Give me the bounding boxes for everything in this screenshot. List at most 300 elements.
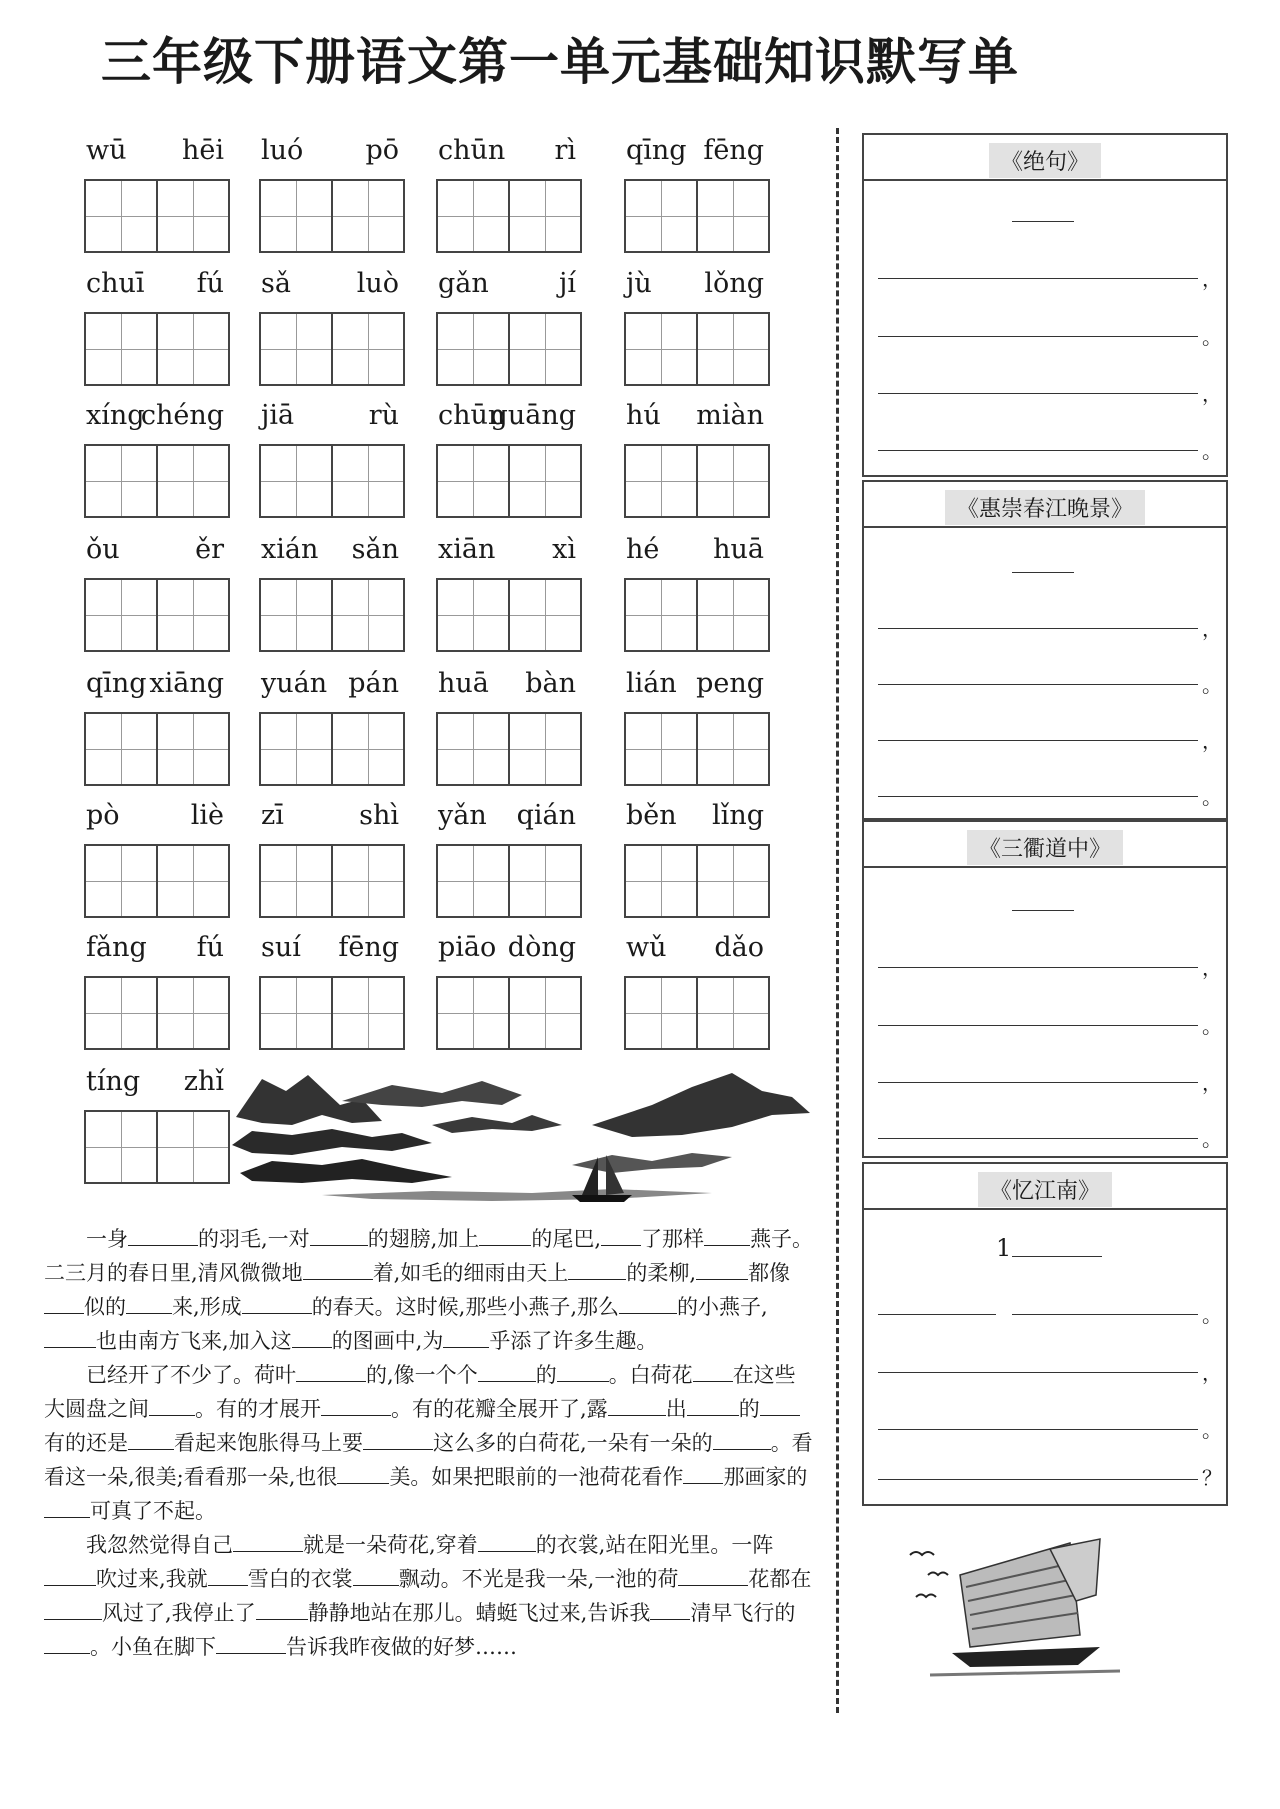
passage-text: 的翅膀,加上: [367, 1227, 480, 1251]
pinyin-label: qīng: [86, 668, 147, 699]
passage-text: 一身: [86, 1227, 128, 1251]
fill-blank[interactable]: [296, 1359, 366, 1382]
punctuation-mark: 。: [1202, 1303, 1222, 1327]
pinyin-writing-item: [80, 268, 230, 383]
writing-cell[interactable]: [261, 314, 333, 384]
pinyin-label: tíng: [86, 1066, 141, 1097]
fill-blank[interactable]: [44, 1291, 84, 1314]
pinyin-writing-item: [620, 135, 770, 250]
writing-cell[interactable]: [626, 580, 698, 650]
pinyin-label: wū: [86, 135, 127, 166]
page-title: 三年级下册语文第一单元基础知识默写单: [101, 33, 1019, 91]
answer-line[interactable]: [878, 450, 1198, 451]
answer-line[interactable]: [878, 393, 1198, 394]
fill-blank[interactable]: [44, 1631, 90, 1654]
pinyin-label: gǎn: [438, 268, 489, 299]
answer-line[interactable]: [878, 1372, 1198, 1373]
punctuation-mark: 。: [1202, 1014, 1222, 1038]
poem-box-huichong: [862, 480, 1228, 820]
writing-cell[interactable]: [333, 314, 403, 384]
line-mark: 1: [996, 1234, 1012, 1262]
pinyin-label: jí: [558, 268, 576, 299]
pinyin-writing-item: [620, 668, 770, 783]
tianzige-grid: [259, 712, 405, 786]
writing-cell[interactable]: [626, 714, 698, 784]
pinyin-writing-item: [620, 800, 770, 915]
fill-blank[interactable]: [568, 1257, 626, 1280]
writing-cell[interactable]: [510, 181, 580, 251]
fill-blank[interactable]: [557, 1359, 609, 1382]
writing-cell[interactable]: [438, 181, 510, 251]
tianzige-grid: [436, 444, 582, 518]
writing-cell[interactable]: [86, 181, 158, 251]
passage-text: 可真了不起。: [90, 1499, 216, 1523]
pinyin-label: liè: [190, 800, 224, 831]
pinyin-label: xì: [552, 534, 576, 565]
fill-blank[interactable]: [363, 1427, 433, 1450]
passage-paragraph-lotus: [44, 1358, 814, 1528]
pinyin-writing-item: [432, 400, 582, 515]
author-blank[interactable]: [1012, 1256, 1102, 1257]
answer-line[interactable]: [878, 336, 1198, 337]
punctuation-mark: 。: [1202, 785, 1222, 809]
fill-blank[interactable]: [619, 1291, 677, 1314]
vertical-divider: [836, 128, 839, 1713]
writing-cell[interactable]: [698, 580, 768, 650]
passage-text: 。有的才展开: [195, 1397, 321, 1421]
passage-text: 都像: [748, 1261, 791, 1285]
pinyin-label: ǒu: [86, 534, 120, 565]
fill-blank[interactable]: [310, 1223, 368, 1246]
passage-text: 吹过来,我就: [96, 1567, 208, 1591]
writing-cell[interactable]: [86, 580, 158, 650]
tianzige-grid: [436, 976, 582, 1050]
pinyin-label: bàn: [525, 668, 576, 699]
pinyin-writing-item: [255, 534, 405, 649]
writing-cell[interactable]: [86, 446, 158, 516]
pinyin-writing-item: [620, 400, 770, 515]
pinyin-label: jiā: [261, 400, 295, 431]
passage-text: 清早飞行的: [690, 1601, 796, 1625]
fill-blank[interactable]: [760, 1393, 800, 1416]
writing-cell[interactable]: [438, 580, 510, 650]
writing-cell[interactable]: [333, 978, 403, 1048]
pinyin-writing-item: [620, 268, 770, 383]
punctuation-mark: ？: [1202, 1466, 1222, 1490]
passage-text: 的小燕子,: [677, 1295, 768, 1319]
fill-blank[interactable]: [608, 1393, 666, 1416]
tianzige-grid: [259, 976, 405, 1050]
passage-text: 有的还是: [44, 1431, 128, 1455]
passage-text: 的衣裳,站在阳光里。一阵: [535, 1533, 774, 1557]
pinyin-writing-item: [80, 668, 230, 783]
writing-cell[interactable]: [158, 580, 228, 650]
pinyin-label: shì: [359, 800, 399, 831]
fill-blank[interactable]: [44, 1325, 96, 1348]
passage-text: 的羽毛,一对: [198, 1227, 310, 1251]
answer-line[interactable]: [878, 967, 1198, 968]
pinyin-label: lián: [626, 668, 677, 699]
passage-text: 在这些大圆盘之间: [44, 1363, 796, 1421]
passage-text: 出: [665, 1397, 687, 1421]
writing-cell[interactable]: [261, 580, 333, 650]
fill-blank[interactable]: [353, 1563, 399, 1586]
passage-text: 。有的花瓣全展开了,露: [391, 1397, 608, 1421]
fill-blank[interactable]: [479, 1223, 531, 1246]
writing-cell[interactable]: [698, 181, 768, 251]
answer-line[interactable]: [878, 684, 1198, 685]
tianzige-grid: [624, 444, 770, 518]
pinyin-label: rì: [554, 135, 576, 166]
writing-cell[interactable]: [261, 181, 333, 251]
poem-title: 《绝句》: [989, 143, 1101, 178]
passage-text: 燕子。二三月的春日里,清风微微地: [44, 1227, 814, 1285]
writing-cell[interactable]: [510, 978, 580, 1048]
writing-cell[interactable]: [333, 714, 403, 784]
writing-cell[interactable]: [86, 314, 158, 384]
pinyin-label: chūn: [438, 400, 506, 431]
fill-blank[interactable]: [683, 1461, 723, 1484]
fill-blank[interactable]: [696, 1257, 748, 1280]
poem-title: 《忆江南》: [978, 1172, 1112, 1207]
pinyin-writing-item: [255, 668, 405, 783]
fill-blank[interactable]: [478, 1529, 536, 1552]
punctuation-mark: ，: [1202, 382, 1222, 406]
fill-blank[interactable]: [478, 1359, 536, 1382]
pinyin-label: fēng: [338, 932, 399, 963]
passage-text: 飘动。不光是我一朵,一池的荷: [398, 1567, 679, 1591]
pinyin-writing-item: [255, 400, 405, 515]
passage-text: 。看看这一朵,很美;看看那一朵,也很: [44, 1431, 813, 1489]
tianzige-grid: [436, 712, 582, 786]
pinyin-writing-item: [255, 800, 405, 915]
tianzige-grid: [84, 444, 230, 518]
writing-cell[interactable]: [158, 978, 228, 1048]
author-blank[interactable]: [1012, 910, 1074, 911]
pinyin-label: luò: [356, 268, 399, 299]
fill-blank[interactable]: [650, 1597, 690, 1620]
pinyin-label: chūn: [438, 135, 506, 166]
pinyin-label: lǒng: [704, 268, 764, 299]
pinyin-label: yuán: [261, 668, 328, 699]
pinyin-label: qián: [516, 800, 576, 831]
pinyin-label: fēng: [703, 135, 764, 166]
punctuation-mark: 。: [1202, 673, 1222, 697]
pinyin-label: peng: [696, 668, 764, 699]
tianzige-grid: [624, 578, 770, 652]
tianzige-grid: [436, 312, 582, 386]
tianzige-grid: [84, 578, 230, 652]
pinyin-label: chuī: [86, 268, 145, 299]
tianzige-grid: [259, 312, 405, 386]
pinyin-label: dǎo: [714, 932, 764, 963]
fill-blank[interactable]: [687, 1393, 739, 1416]
pinyin-label: suí: [261, 932, 301, 963]
fill-blank[interactable]: [337, 1461, 389, 1484]
punctuation-mark: ，: [1202, 617, 1222, 641]
passage-text: 的尾巴,: [531, 1227, 602, 1251]
pinyin-writing-item: [80, 1066, 230, 1181]
writing-cell[interactable]: [626, 181, 698, 251]
writing-cell[interactable]: [261, 714, 333, 784]
writing-cell[interactable]: [510, 314, 580, 384]
pinyin-label: huā: [438, 668, 489, 699]
tianzige-grid: [84, 712, 230, 786]
writing-cell[interactable]: [261, 978, 333, 1048]
writing-cell[interactable]: [698, 846, 768, 916]
punctuation-mark: 。: [1202, 439, 1222, 463]
writing-cell[interactable]: [510, 446, 580, 516]
writing-cell[interactable]: [510, 846, 580, 916]
passage-text: 这么多的白荷花,一朵有一朵的: [433, 1431, 713, 1455]
pinyin-label: pō: [365, 135, 399, 166]
passage-text: 来,形成: [172, 1295, 242, 1319]
pinyin-label: hú: [626, 400, 661, 431]
pinyin-writing-item: [432, 268, 582, 383]
fill-blank[interactable]: [256, 1597, 308, 1620]
punctuation-mark: 。: [1202, 1127, 1222, 1151]
pinyin-label: dòng: [507, 932, 576, 963]
fill-blank[interactable]: [216, 1631, 286, 1654]
pinyin-label: huā: [713, 534, 764, 565]
fill-blank[interactable]: [126, 1291, 172, 1314]
poem-title: 《惠崇春江晚景》: [945, 490, 1145, 525]
pinyin-label: sǎ: [261, 268, 291, 299]
tianzige-grid: [84, 179, 230, 253]
punctuation-mark: ，: [1202, 1361, 1222, 1385]
writing-cell[interactable]: [626, 314, 698, 384]
pinyin-writing-item: [80, 932, 230, 1047]
tianzige-grid: [624, 179, 770, 253]
writing-cell[interactable]: [626, 446, 698, 516]
pinyin-label: jù: [626, 268, 652, 299]
poem-box-jueju: [862, 133, 1228, 477]
answer-line[interactable]: [878, 1479, 1198, 1480]
writing-cell[interactable]: [510, 580, 580, 650]
pinyin-writing-item: [80, 800, 230, 915]
writing-cell[interactable]: [698, 446, 768, 516]
writing-cell[interactable]: [333, 181, 403, 251]
pinyin-label: chéng: [140, 400, 224, 431]
pinyin-label: xián: [261, 534, 319, 565]
passage-text: 似的: [84, 1295, 126, 1319]
fill-blank[interactable]: [303, 1257, 373, 1280]
writing-cell[interactable]: [158, 181, 228, 251]
pinyin-label: luó: [261, 135, 304, 166]
fill-blank[interactable]: [443, 1325, 489, 1348]
pinyin-label: hé: [626, 534, 660, 565]
writing-cell[interactable]: [626, 978, 698, 1048]
punctuation-mark: ，: [1202, 956, 1222, 980]
pinyin-writing-item: [255, 135, 405, 250]
answer-line[interactable]: [878, 628, 1198, 629]
pinyin-label: qīng: [626, 135, 687, 166]
pinyin-label: hēi: [181, 135, 224, 166]
pinyin-writing-item: [620, 932, 770, 1047]
passage-text: 花都在: [748, 1567, 812, 1591]
answer-line[interactable]: [878, 796, 1198, 797]
punctuation-mark: 。: [1202, 325, 1222, 349]
pinyin-label: guāng: [490, 400, 576, 431]
pinyin-label: fǎng: [86, 932, 147, 963]
pinyin-label: piāo: [438, 932, 497, 963]
passage-text: 的: [738, 1397, 760, 1421]
pinyin-label: wǔ: [626, 932, 667, 963]
writing-cell[interactable]: [86, 846, 158, 916]
passage-text: 着,如毛的细雨由天上: [372, 1261, 569, 1285]
tianzige-grid: [624, 712, 770, 786]
punctuation-mark: ，: [1202, 729, 1222, 753]
passage-text: 美。如果把眼前的一池荷花看作: [389, 1465, 684, 1489]
punctuation-mark: ，: [1202, 1071, 1222, 1095]
tianzige-grid: [624, 976, 770, 1050]
tianzige-grid: [624, 312, 770, 386]
pinyin-writing-item: [255, 932, 405, 1047]
pinyin-writing-item: [620, 534, 770, 649]
passage-fill-blanks: [44, 1222, 814, 1664]
fill-blank[interactable]: [208, 1563, 248, 1586]
passage-text: 就是一朵荷花,穿着: [303, 1533, 478, 1557]
pinyin-label: rù: [368, 400, 399, 431]
punctuation-mark: 。: [1202, 1418, 1222, 1442]
writing-cell[interactable]: [438, 846, 510, 916]
pinyin-writing-item: [80, 400, 230, 515]
writing-cell[interactable]: [438, 714, 510, 784]
tianzige-grid: [259, 444, 405, 518]
tianzige-grid: [259, 844, 405, 918]
tianzige-grid: [624, 844, 770, 918]
passage-text: 。白荷花: [608, 1363, 693, 1387]
writing-cell[interactable]: [438, 978, 510, 1048]
pinyin-label: lǐng: [712, 800, 764, 831]
passage-text: 那画家的: [723, 1465, 808, 1489]
passage-text: 已经开了不少了。荷叶: [86, 1363, 296, 1387]
writing-cell[interactable]: [158, 446, 228, 516]
answer-line[interactable]: [878, 1082, 1198, 1083]
answer-line[interactable]: [878, 740, 1198, 741]
answer-line[interactable]: [878, 1025, 1198, 1026]
writing-cell[interactable]: [698, 714, 768, 784]
fill-blank[interactable]: [242, 1291, 312, 1314]
fill-blank[interactable]: [128, 1223, 198, 1246]
tianzige-grid: [259, 578, 405, 652]
passage-text: 的柔柳,: [626, 1261, 697, 1285]
poem-title: 《三衢道中》: [967, 830, 1123, 865]
pinyin-label: fú: [196, 932, 224, 963]
tianzige-grid: [84, 976, 230, 1050]
fill-blank[interactable]: [678, 1563, 748, 1586]
writing-cell[interactable]: [438, 314, 510, 384]
answer-line[interactable]: [878, 1314, 996, 1315]
passage-text: 雪白的衣裳: [247, 1567, 353, 1591]
fill-blank[interactable]: [44, 1563, 96, 1586]
pinyin-writing-item: [432, 800, 582, 915]
author-blank[interactable]: [1012, 221, 1074, 222]
pinyin-writing-item: [432, 135, 582, 250]
writing-cell[interactable]: [86, 714, 158, 784]
passage-text: 了那样: [641, 1227, 705, 1251]
passage-text: 我忽然觉得自己: [86, 1533, 233, 1557]
writing-cell[interactable]: [510, 714, 580, 784]
writing-cell[interactable]: [333, 846, 403, 916]
poem-box-yijiangnan: [862, 1162, 1228, 1506]
fill-blank[interactable]: [292, 1325, 332, 1348]
pinyin-writing-item: [432, 534, 582, 649]
pinyin-label: ěr: [195, 534, 224, 565]
fill-blank[interactable]: [601, 1223, 641, 1246]
fill-blank[interactable]: [128, 1427, 174, 1450]
pinyin-label: miàn: [696, 400, 764, 431]
writing-cell[interactable]: [158, 846, 228, 916]
fill-blank[interactable]: [704, 1223, 750, 1246]
passage-text: 看起来饱胀得马上要: [174, 1431, 363, 1455]
passage-paragraph-swallow: [44, 1222, 814, 1358]
tianzige-grid: [436, 844, 582, 918]
writing-cell[interactable]: [158, 314, 228, 384]
fill-blank[interactable]: [713, 1427, 771, 1450]
passage-text: 告诉我昨夜做的好梦……: [286, 1635, 517, 1659]
writing-cell[interactable]: [626, 846, 698, 916]
pinyin-label: běn: [626, 800, 677, 831]
pinyin-label: xiāng: [149, 668, 224, 699]
tianzige-grid: [436, 578, 582, 652]
passage-text: 静静地站在那儿。蜻蜓飞过来,告诉我: [307, 1601, 651, 1625]
tianzige-grid: [259, 179, 405, 253]
pinyin-label: zī: [261, 800, 284, 831]
tianzige-grid: [84, 844, 230, 918]
author-blank[interactable]: [1012, 572, 1074, 573]
pinyin-writing-item: [432, 668, 582, 783]
writing-cell[interactable]: [261, 846, 333, 916]
writing-cell[interactable]: [438, 446, 510, 516]
answer-line[interactable]: [1012, 1314, 1198, 1315]
fill-blank[interactable]: [149, 1393, 195, 1416]
fill-blank[interactable]: [44, 1495, 90, 1518]
pinyin-label: sǎn: [351, 534, 399, 565]
pinyin-label: fú: [196, 268, 224, 299]
writing-cell[interactable]: [333, 580, 403, 650]
fill-blank[interactable]: [44, 1597, 102, 1620]
tianzige-grid: [84, 1110, 230, 1184]
passage-text: 风过了,我停止了: [102, 1601, 256, 1625]
answer-line[interactable]: [878, 1138, 1198, 1139]
writing-cell[interactable]: [698, 978, 768, 1048]
pinyin-label: pò: [86, 800, 120, 831]
writing-cell[interactable]: [261, 446, 333, 516]
answer-line[interactable]: [878, 278, 1198, 279]
landscape-illustration: [232, 1065, 812, 1205]
pinyin-label: pán: [348, 668, 399, 699]
writing-cell[interactable]: [158, 714, 228, 784]
passage-text: 乎添了许多生趣。: [489, 1329, 658, 1353]
passage-text: 的,像一个个: [366, 1363, 478, 1387]
writing-cell[interactable]: [333, 446, 403, 516]
passage-text: 的: [535, 1363, 557, 1387]
pinyin-writing-item: [80, 534, 230, 649]
fill-blank[interactable]: [233, 1529, 303, 1552]
writing-cell[interactable]: [86, 1112, 158, 1182]
pinyin-label: yǎn: [438, 800, 487, 831]
sailboat-illustration: [900, 1535, 1140, 1695]
fill-blank[interactable]: [693, 1359, 733, 1382]
answer-line[interactable]: [878, 1429, 1198, 1430]
fill-blank[interactable]: [321, 1393, 391, 1416]
writing-cell[interactable]: [158, 1112, 228, 1182]
pinyin-writing-item: [80, 135, 230, 250]
passage-text: 也由南方飞来,加入这: [96, 1329, 292, 1353]
writing-cell[interactable]: [698, 314, 768, 384]
writing-cell[interactable]: [86, 978, 158, 1048]
